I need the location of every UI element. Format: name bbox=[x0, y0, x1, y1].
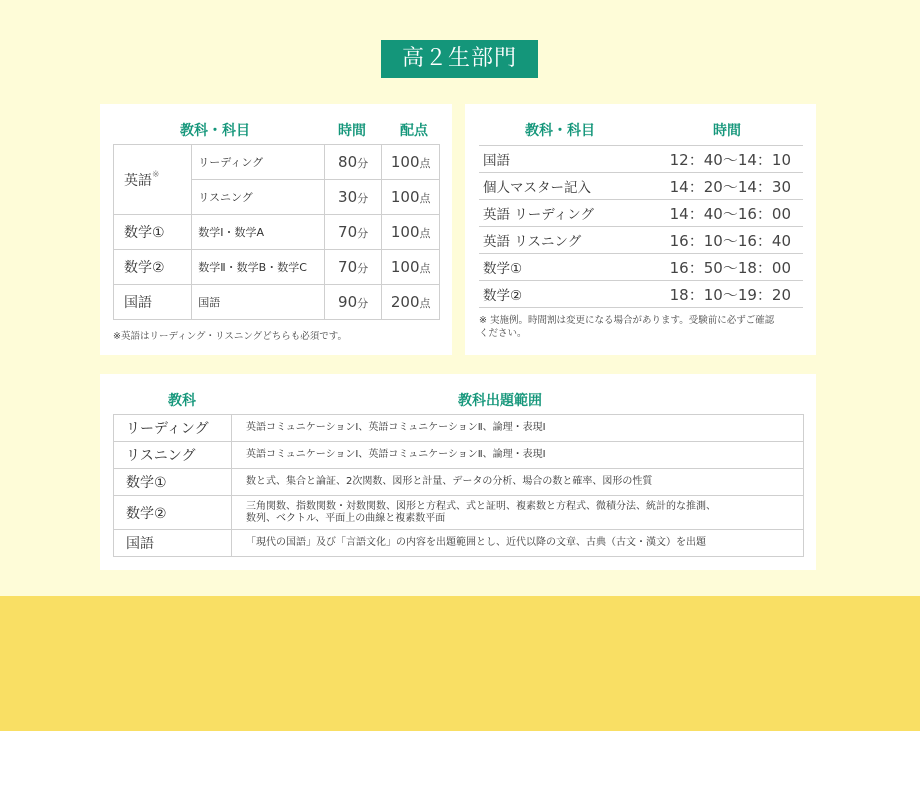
time-cell bbox=[324, 285, 382, 320]
table-row bbox=[114, 145, 440, 180]
range-cell bbox=[232, 496, 804, 530]
subject-cell: 英語 リーディング bbox=[479, 200, 629, 227]
header-time: 時間 bbox=[713, 123, 741, 139]
scope-table bbox=[113, 414, 804, 557]
scoring-table bbox=[113, 144, 440, 320]
table-row bbox=[479, 173, 803, 200]
table-row bbox=[114, 250, 440, 285]
score-unit: 点 bbox=[419, 297, 431, 310]
header-subject: 教科・科目 bbox=[180, 123, 250, 139]
time-value: 80 bbox=[338, 153, 358, 171]
table-row bbox=[479, 146, 803, 173]
table-row bbox=[114, 442, 804, 469]
exam-scoring-card bbox=[100, 104, 452, 355]
subject-cell: 国語 bbox=[114, 285, 192, 320]
note-mark: ※ bbox=[152, 169, 160, 180]
time-value: 30 bbox=[338, 188, 358, 206]
time-cell bbox=[324, 215, 382, 250]
range-cell: 英語コミュニケーションⅠ、英語コミュニケーションⅡ、論理・表現Ⅰ bbox=[232, 415, 804, 442]
subject-cell: リスニング bbox=[114, 442, 232, 469]
score-value: 100 bbox=[390, 188, 420, 206]
subject-cell: 英語 リスニング bbox=[479, 227, 629, 254]
time-unit: 分 bbox=[357, 157, 369, 170]
subject-cell: 数学② bbox=[114, 496, 232, 530]
table-row bbox=[114, 496, 804, 530]
time-cell bbox=[324, 180, 382, 215]
detail-cell: リスニング bbox=[192, 180, 325, 215]
header-time: 時間 bbox=[338, 123, 366, 139]
time-cell bbox=[324, 250, 382, 285]
subject-cell: リーディング bbox=[114, 415, 232, 442]
time-cell: 18：10〜19：20 bbox=[629, 281, 803, 308]
time-unit: 分 bbox=[357, 262, 369, 275]
subject-cell: 数学① bbox=[479, 254, 629, 281]
subject-cell: 数学② bbox=[114, 250, 192, 285]
header-subject: 教科・科目 bbox=[525, 123, 595, 139]
time-cell: 12：40〜14：10 bbox=[629, 146, 803, 173]
time-value: 70 bbox=[338, 258, 358, 276]
score-cell bbox=[382, 285, 440, 320]
time-cell: 14：20〜14：30 bbox=[629, 173, 803, 200]
time-unit: 分 bbox=[357, 227, 369, 240]
background-bottom bbox=[0, 731, 920, 806]
background-band bbox=[0, 596, 920, 731]
footnote: ※英語はリーディング・リスニングどちらも必須です。 bbox=[113, 331, 347, 342]
header-range: 教科出題範囲 bbox=[458, 393, 542, 409]
score-unit: 点 bbox=[419, 192, 431, 205]
table-row bbox=[479, 200, 803, 227]
range-cell: 「現代の国語」及び「言語文化」の内容を出題範囲とし、近代以降の文章、古典（古文・漢文）を出題 bbox=[232, 530, 804, 557]
table-row bbox=[114, 415, 804, 442]
detail-cell: 国語 bbox=[192, 285, 325, 320]
score-cell bbox=[382, 250, 440, 285]
score-value: 100 bbox=[390, 223, 420, 241]
time-cell bbox=[324, 145, 382, 180]
header-subject: 教科 bbox=[168, 393, 196, 409]
score-value: 200 bbox=[390, 293, 420, 311]
subject-cell: 数学① bbox=[114, 469, 232, 496]
score-cell bbox=[382, 145, 440, 180]
score-cell bbox=[382, 180, 440, 215]
table-row bbox=[114, 285, 440, 320]
subject-cell: 数学① bbox=[114, 215, 192, 250]
time-value: 70 bbox=[338, 223, 358, 241]
score-unit: 点 bbox=[419, 227, 431, 240]
range-line-1: 三角関数、指数関数・対数関数、図形と方程式、式と証明、複素数と方程式、微積分法、統計的な推測、 bbox=[246, 500, 716, 512]
time-unit: 分 bbox=[357, 192, 369, 205]
range-cell: 英語コミュニケーションⅠ、英語コミュニケーションⅡ、論理・表現Ⅰ bbox=[232, 442, 804, 469]
score-unit: 点 bbox=[419, 157, 431, 170]
subject-cell: 国語 bbox=[479, 146, 629, 173]
score-value: 100 bbox=[390, 258, 420, 276]
subject-cell: 個人マスター記入 bbox=[479, 173, 629, 200]
score-unit: 点 bbox=[419, 262, 431, 275]
section-title: 高２生部門 bbox=[381, 40, 538, 78]
timetable-card bbox=[465, 104, 816, 355]
subject-cell: 国語 bbox=[114, 530, 232, 557]
subject-cell: 数学② bbox=[479, 281, 629, 308]
table-row bbox=[479, 281, 803, 308]
subject-label: 英語 bbox=[124, 172, 152, 189]
range-cell: 数と式、集合と論証、2次関数、図形と計量、データの分析、場合の数と確率、図形の性質 bbox=[232, 469, 804, 496]
subject-cell-english bbox=[114, 145, 192, 215]
time-cell: 14：40〜16：00 bbox=[629, 200, 803, 227]
time-cell: 16：50〜18：00 bbox=[629, 254, 803, 281]
timetable bbox=[479, 145, 803, 308]
table-row bbox=[114, 469, 804, 496]
table-row bbox=[479, 254, 803, 281]
header-score: 配点 bbox=[400, 123, 428, 139]
table-row bbox=[479, 227, 803, 254]
range-line-2: 数列、ベクトル、平面上の曲線と複素数平面 bbox=[246, 512, 446, 524]
time-value: 90 bbox=[338, 293, 358, 311]
footnote-line-2: ください。 bbox=[479, 328, 527, 339]
time-cell: 16：10〜16：40 bbox=[629, 227, 803, 254]
table-row bbox=[114, 215, 440, 250]
time-unit: 分 bbox=[357, 297, 369, 310]
footnote-line-1: ※ 実施例。時間割は変更になる場合があります。受験前に必ずご確認 bbox=[479, 315, 775, 326]
score-cell bbox=[382, 215, 440, 250]
detail-cell: リーディング bbox=[192, 145, 325, 180]
score-value: 100 bbox=[390, 153, 420, 171]
detail-cell: 数学Ⅰ・数学A bbox=[192, 215, 325, 250]
detail-cell: 数学Ⅱ・数学B・数学C bbox=[192, 250, 325, 285]
table-row bbox=[114, 530, 804, 557]
exam-scope-card bbox=[100, 374, 816, 570]
